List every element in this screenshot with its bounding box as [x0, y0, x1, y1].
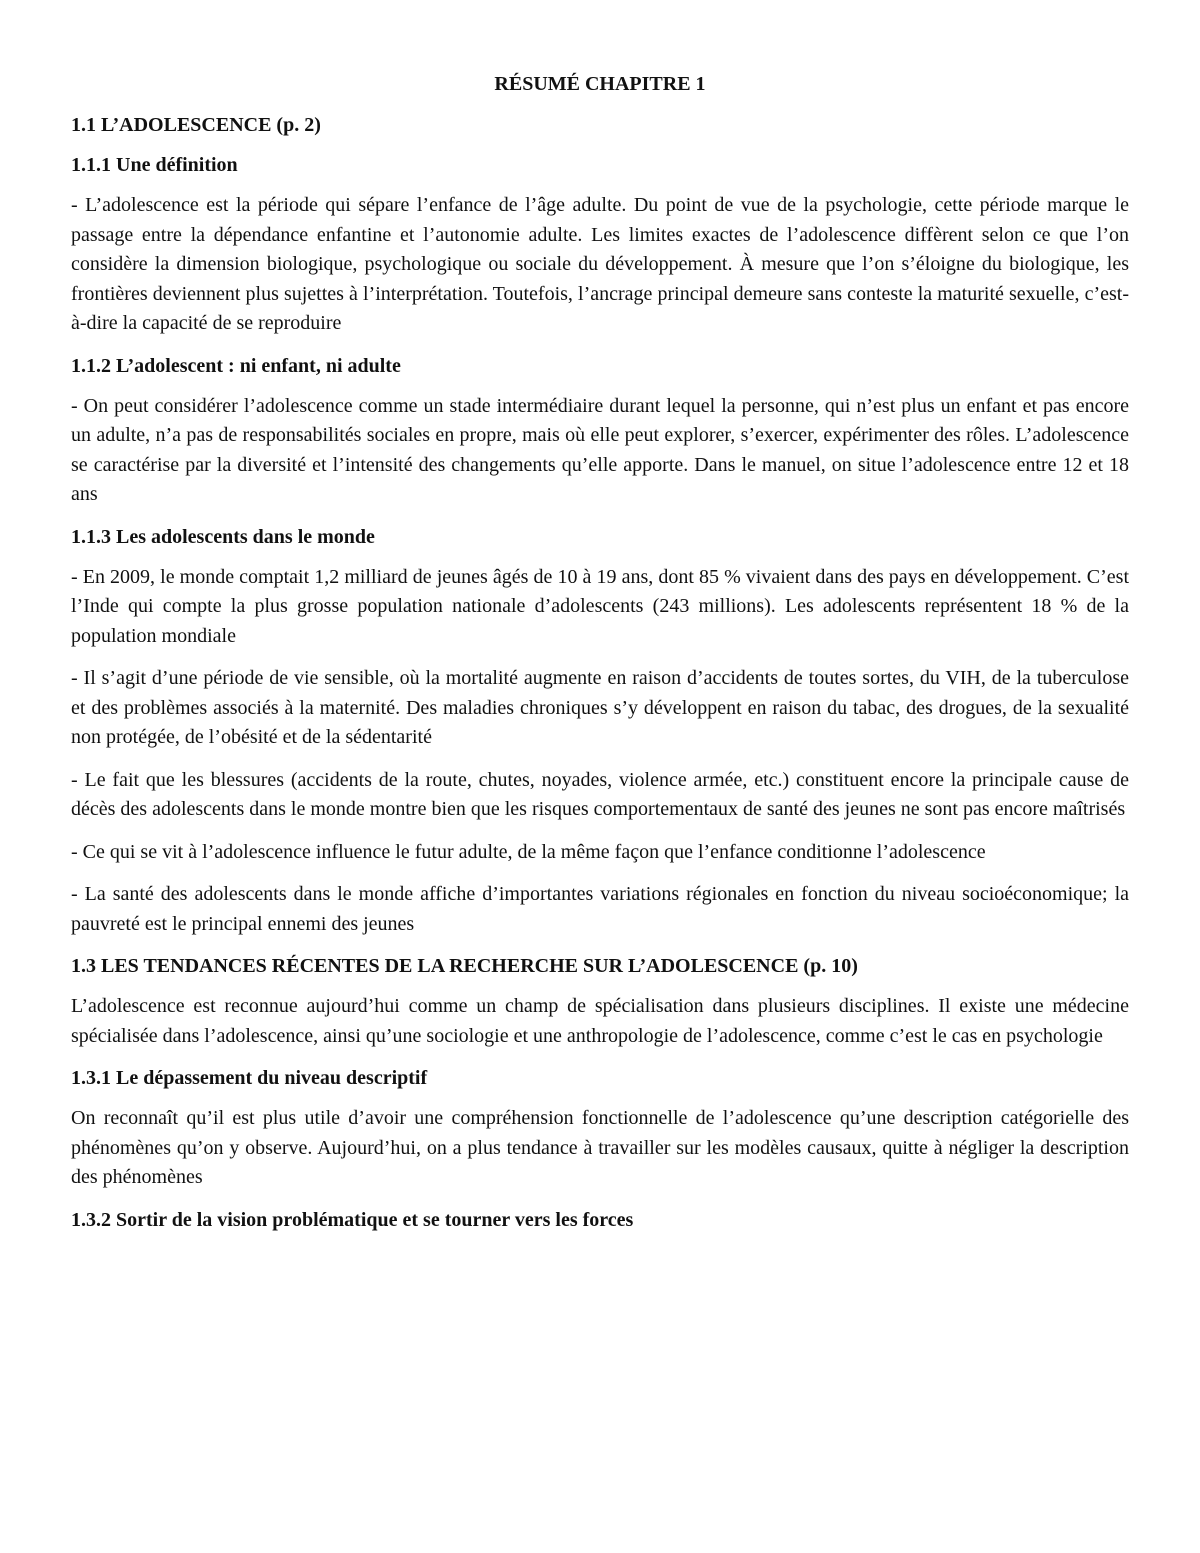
document-title: RÉSUMÉ CHAPITRE 1 — [494, 73, 706, 95]
document-page — [71, 70, 1129, 1246]
paragraph-1-3-1-a: On reconnaît qu’il est plus utile d’avoir une compréhension fonctionnelle de l’adolescence qu’une description catégorielle des phénomènes qu’on y observe. Aujourd’hui, on a plus tendance à travailler sur les modèles causaux, quitte à négliger la description des phénomènes — [71, 1107, 1129, 1188]
subsection-heading-1-3-2: 1.3.2 Sortir de la vision problématique et se tourner vers les forces — [71, 1208, 634, 1231]
paragraph-1-1-2-a: - On peut considérer l’adolescence comme un stade intermédiaire durant lequel la personne, qui n’est plus un enfant et pas encore un adulte, n’a pas de responsabilités sociales en propre, mais où elle peut explorer, s’exercer, expérimenter des rôles. L’adolescence se caractérise par la diversité et l’intensité des changements qu’elle apporte. Dans le manuel, on situe l’adolescence entre 12 et 18 ans — [71, 394, 1129, 505]
subsection-heading-1-1-2: 1.1.2 L’adolescent : ni enfant, ni adulte — [71, 354, 401, 377]
subsection-heading-1-1-3: 1.1.3 Les adolescents dans le monde — [71, 525, 375, 548]
paragraph-1-1-3-e: - La santé des adolescents dans le monde affiche d’importantes variations régionales en fonction du niveau socioéconomique; la pauvreté est le principal ennemi des jeunes — [71, 883, 1129, 935]
subsection-heading-1-1-1: 1.1.1 Une définition — [71, 154, 238, 176]
section-heading-1-3: 1.3 LES TENDANCES RÉCENTES DE LA RECHERCHE SUR L’ADOLESCENCE (p. 10) — [71, 955, 858, 977]
paragraph-1-1-3-a: - En 2009, le monde comptait 1,2 milliard de jeunes âgés de 10 à 19 ans, dont 85 % vivaient dans des pays en développement. C’est l’Inde qui compte la plus grosse population nationale d’adolescents (243 millions). Les adolescents représentent 18 % de la population mondiale — [71, 565, 1129, 647]
paragraph-1-1-3-b: - Il s’agit d’une période de vie sensible, où la mortalité augmente en raison d’accidents de toutes sortes, du VIH, de la tuberculose et des problèmes associés à la maternité. Des maladies chroniques s’y développent en raison du tabac, des drogues, de la sexualité non protégée, de l’obésité et de la sédentarité — [71, 667, 1129, 748]
section-heading-1-1: 1.1 L’ADOLESCENCE (p. 2) — [71, 114, 321, 136]
paragraph-1-1-1-a: - L’adolescence est la période qui sépare l’enfance de l’âge adulte. Du point de vue de la psychologie, cette période marque le passage entre la dépendance enfantine et l’autonomie adulte. Les limites exactes de l’adolescence diffèrent selon ce que l’on considère la dimension biologique, psychologique ou sociale du développement. À mesure que l’on s’éloigne du biologique, les frontières deviennent plus sujettes à l’interprétation. Toutefois, l’ancrage principal demeure sans conteste la maturité sexuelle, c’est-à-dire la capacité de se reproduire — [71, 194, 1129, 334]
paragraph-1-1-3-d: - Ce qui se vit à l’adolescence influence le futur adulte, de la même façon que l’enfance conditionne l’adolescence — [71, 840, 986, 863]
paragraph-1-1-3-c: - Le fait que les blessures (accidents de la route, chutes, noyades, violence armée, etc.) constituent encore la principale cause de décès des adolescents dans le monde montre bien que les risques comportementaux de santé des jeunes ne sont pas encore maîtrisés — [71, 768, 1129, 820]
paragraph-1-3-a: L’adolescence est reconnue aujourd’hui comme un champ de spécialisation dans plusieurs disciplines. Il existe une médecine spécialisée dans l’adolescence, ainsi qu’une sociologie et une anthropologie de l’adolescence, comme c’est le cas en psychologie — [71, 995, 1129, 1047]
subsection-heading-1-3-1: 1.3.1 Le dépassement du niveau descriptif — [71, 1067, 428, 1089]
